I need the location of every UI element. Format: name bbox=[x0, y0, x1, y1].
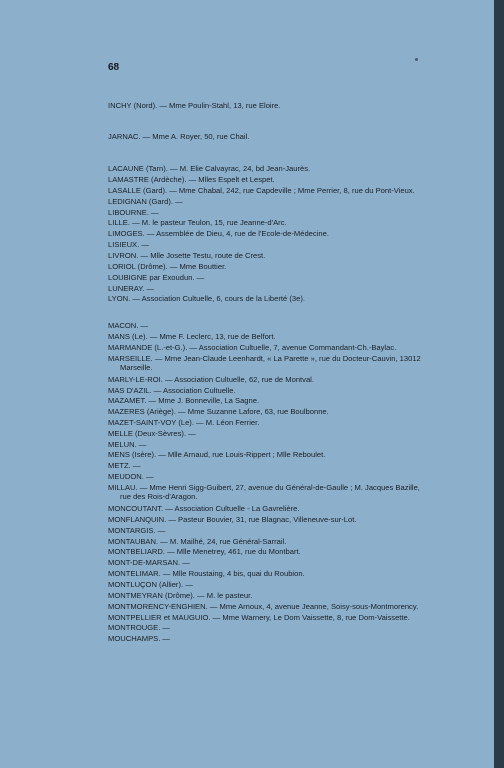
directory-entry: LASALLE (Gard). — Mme Chabal, 242, rue Capdeville ; Mme Perrier, 8, rue du Pont-Vieux. bbox=[108, 186, 415, 195]
directory-entry: LACAUNE (Tarn). — M. Elie Calvayrac, 24, bd Jean-Jaurès. bbox=[108, 164, 311, 173]
directory-entry: MANS (Le). — Mme F. Leclerc, 13, rue de Belfort. bbox=[108, 332, 276, 341]
directory-entry: LOUBIGNE par Exoudun. — bbox=[108, 273, 205, 282]
directory-entry: MONFLANQUIN. — Pasteur Bouvier, 31, rue Blagnac, Villeneuve-sur-Lot. bbox=[108, 515, 357, 524]
directory-entry: LUNERAY. — bbox=[108, 284, 155, 293]
directory-entry: MONTPELLIER et MAUGUIO. — Mme Warnery, Le Dom Vaissette, 8, rue Dom-Vaissette. bbox=[108, 613, 410, 622]
directory-entry: METZ. — bbox=[108, 461, 141, 470]
directory-entry: LORIOL (Drôme). — Mme Bouttier. bbox=[108, 262, 227, 271]
directory-entry: MONTBELIARD. — Mlle Menetrey, 461, rue du Montbart. bbox=[108, 547, 301, 556]
directory-entry: LIVRON. — Mlle Josette Testu, route de Crest. bbox=[108, 251, 266, 260]
directory-entry: MONCOUTANT. — Association Cultuelle - La Gavrelière. bbox=[108, 504, 300, 513]
directory-entry: LILLE. — M. le pasteur Teulon, 15, rue Jeanne-d'Arc. bbox=[108, 218, 287, 227]
directory-entry: MONTELIMAR. — Mlle Roustaing, 4 bis, quai du Roubion. bbox=[108, 569, 305, 578]
directory-entry: MARMANDE (L.-et-G.). — Association Cultuelle, 7, avenue Commandant-Ch.-Baylac. bbox=[108, 343, 397, 352]
directory-entry: MELUN. — bbox=[108, 440, 147, 449]
directory-entry: MOUCHAMPS. — bbox=[108, 634, 171, 643]
directory-entry: LYON. — Association Cultuelle, 6, cours de la Liberté (3e). bbox=[108, 294, 305, 303]
directory-entry: MONTMEYRAN (Drôme). — M. le pasteur. bbox=[108, 591, 253, 600]
directory-entry: MAZERES (Ariège). — Mme Suzanne Lafore, 63, rue Boulbonne. bbox=[108, 407, 329, 416]
directory-entry: MONTLUÇON (Allier). — bbox=[108, 580, 193, 589]
directory-entry: MAZET-SAINT-VOY (Le). — M. Léon Ferrier. bbox=[108, 418, 260, 427]
directory-entry: MENS (Isère). — Mlle Arnaud, rue Louis-Rippert ; Mlle Reboulet. bbox=[108, 450, 326, 459]
directory-entry: MAZAMET. — Mme J. Bonneville, La Sagne. bbox=[108, 396, 260, 405]
directory-entry: MONT-DE-MARSAN. — bbox=[108, 558, 190, 567]
directory-entry: MILLAU. — Mme Henri Sigg-Guibert, 27, avenue du Général-de-Gaulle ; M. Jacques Bazille, bbox=[108, 483, 420, 492]
directory-entry: MONTARGIS. — bbox=[108, 526, 166, 535]
directory-entry: MELLE (Deux-Sèvres). — bbox=[108, 429, 196, 438]
directory-entry: MAS D'AZIL. — Association Cultuelle. bbox=[108, 386, 236, 395]
directory-entry: MACON. — bbox=[108, 321, 149, 330]
directory-entry: LIMOGES. — Assemblée de Dieu, 4, rue de l'Ecole-de-Médecine. bbox=[108, 229, 329, 238]
directory-entry: LIBOURNE. — bbox=[108, 208, 159, 217]
directory-entry: LEDIGNAN (Gard). — bbox=[108, 197, 183, 206]
page-number: 68 bbox=[108, 62, 120, 73]
directory-entry: LAMASTRE (Ardèche). — Mlles Espelt et Lespet. bbox=[108, 175, 275, 184]
directory-entry-continuation: Marseille. bbox=[120, 363, 153, 372]
directory-entry: MARSEILLE. — Mme Jean-Claude Leenhardt, « La Parette », rue du Docteur-Cauvin, 13012 bbox=[108, 354, 421, 363]
directory-entry: LISIEUX. — bbox=[108, 240, 149, 249]
directory-entry: MONTROUGE. — bbox=[108, 623, 171, 632]
directory-entry-continuation: rue des Rois-d'Aragon. bbox=[120, 492, 198, 501]
directory-entry: INCHY (Nord). — Mme Poulin-Stahl, 13, rue Eloire. bbox=[108, 101, 281, 110]
page-speck bbox=[415, 58, 418, 61]
directory-entry: JARNAC. — Mme A. Royer, 50, rue Chail. bbox=[108, 132, 250, 141]
directory-entry: MEUDON. — bbox=[108, 472, 154, 481]
directory-entry: MONTMORENCY-ENGHIEN. — Mme Arnoux, 4, avenue Jeanne, Soisy-sous-Montmorency. bbox=[108, 602, 419, 611]
directory-entry: MONTAUBAN. — M. Mailhé, 24, rue Général-Sarrail. bbox=[108, 537, 287, 546]
directory-entry: MARLY-LE-ROI. — Association Cultuelle, 62, rue de Montval. bbox=[108, 375, 314, 384]
